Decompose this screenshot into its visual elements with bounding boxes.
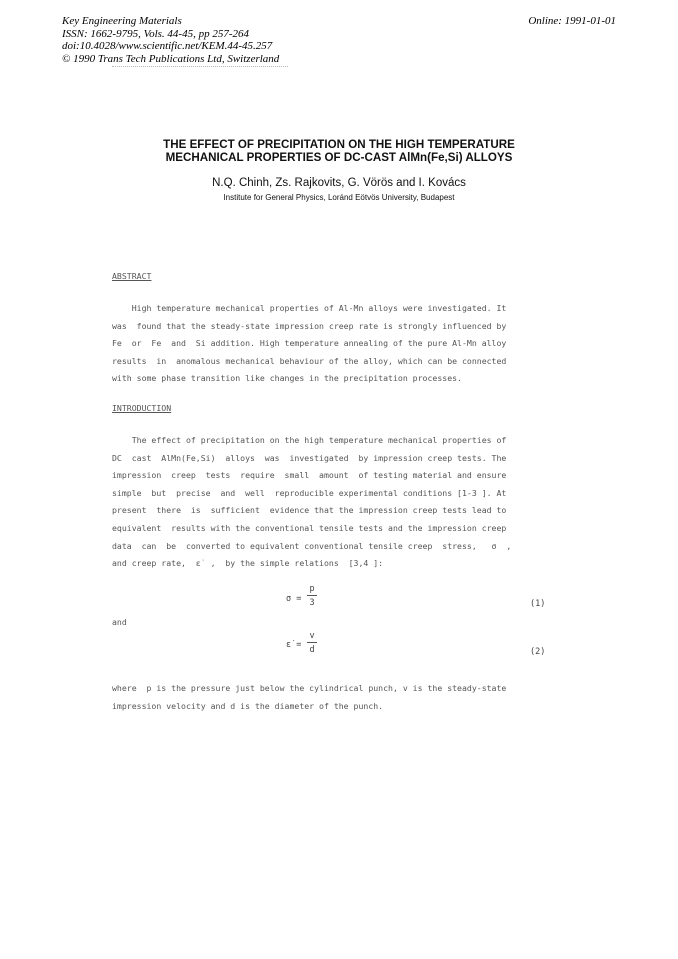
text-line: with some phase transition like changes in the precipitation processes. [112, 373, 462, 384]
copyright-line: © 1990 Trans Tech Publications Ltd, Switzerland [62, 52, 280, 65]
introduction-heading: INTRODUCTION [112, 403, 172, 413]
fraction-bar [307, 642, 317, 643]
text-line: present there is sufficient evidence that the impression creep tests lead to [112, 505, 507, 516]
equation-1-numerator: p [309, 584, 315, 594]
equation-1-denominator: 3 [309, 598, 315, 608]
faded-scan-line [112, 66, 288, 70]
text-line: where p is the pressure just below the cylindrical punch, v is the steady-state [112, 683, 507, 693]
equation-1-number: (1) [530, 599, 546, 609]
author-list: N.Q. Chinh, Zs. Rajkovits, G. Vörös and I. Kovács [212, 177, 466, 189]
paper-title [100, 138, 578, 164]
equation-1-lhs: σ = [286, 594, 302, 604]
text-line: results in anomalous mechanical behaviour of the alloy, which can be connected [112, 355, 507, 366]
title-line-2: MECHANICAL PROPERTIES OF DC-CAST AlMn(Fe,Si) ALLOYS [165, 151, 513, 164]
equation-2-numerator: v [309, 631, 315, 641]
abstract-heading: ABSTRACT [112, 271, 152, 281]
issn-line: ISSN: 1662-9795, Vols. 44-45, pp 257-264 [62, 27, 249, 40]
doi-line: doi:10.4028/www.scientific.net/KEM.44-45.257 [62, 40, 273, 52]
online-date: Online: 1991-01-01 [528, 15, 616, 27]
introduction-text [112, 432, 548, 573]
equation-2-fraction [307, 631, 317, 655]
equation-2-lhs: ε̇ = [286, 640, 302, 650]
text-line: equivalent results with the conventional tensile tests and the impression creep [112, 522, 507, 533]
citation-header [62, 15, 279, 65]
fraction-bar [307, 595, 317, 596]
equation-2-number: (2) [530, 647, 546, 657]
text-line: data can be converted to equivalent conventional tensile creep stress, σ , [112, 540, 512, 551]
closing-text [112, 680, 548, 715]
title-line-1: THE EFFECT OF PRECIPITATION ON THE HIGH TEMPERATURE [163, 138, 515, 151]
and-connector: and [112, 617, 127, 627]
text-line: The effect of precipitation on the high temperature mechanical properties of [112, 435, 507, 445]
equation-1-fraction [307, 584, 317, 608]
abstract-text [112, 300, 548, 388]
text-line: DC cast AlMn(Fe,Si) alloys was investigated by impression creep tests. The [112, 452, 507, 463]
text-line: and creep rate, ε̇ , by the simple relations [3,4 ]: [112, 558, 384, 569]
equation-2-denominator: d [309, 645, 315, 655]
text-line: was found that the steady-state impression creep rate is strongly influenced by [112, 320, 507, 331]
text-line: High temperature mechanical properties of Al-Mn alloys were investigated. It [112, 303, 507, 313]
text-line: impression velocity and d is the diameter of the punch. [112, 700, 384, 711]
text-line: simple but precise and well reproducible experimental conditions [1-3 ]. At [112, 487, 507, 498]
text-line: impression creep tests require small amount of testing material and ensure [112, 470, 507, 481]
text-line: Fe or Fe and Si addition. High temperature annealing of the pure Al-Mn alloy [112, 338, 507, 349]
affiliation: Institute for General Physics, Loránd Eötvös University, Budapest [223, 193, 455, 202]
journal-name: Key Engineering Materials [62, 15, 182, 27]
